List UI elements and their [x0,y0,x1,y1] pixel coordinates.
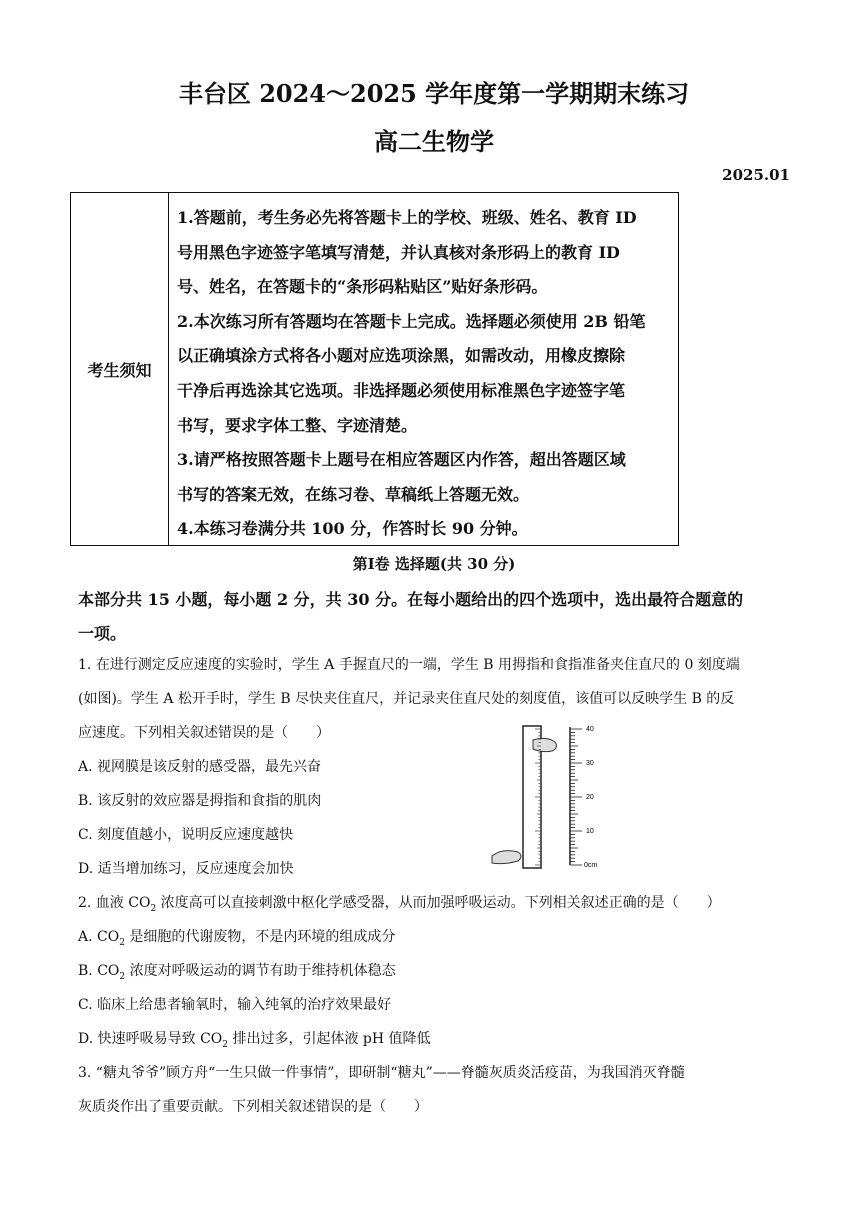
q2b-text: 浓度对呼吸运动的调节有助于维持机体稳态 [125,963,396,979]
hand-b-icon [492,851,521,864]
ruler-figure [488,722,608,874]
notice-line: 干净后再选涂其它选项。非选择题必须使用标准黑色字迹签字笔 [177,380,626,400]
question-line: 应速度。下列相关叙述错误的是（ ） [78,725,330,741]
ruler-label-20: 20 [586,794,594,801]
ruler-label-30: 30 [586,760,594,767]
q2-subscript: 2 [150,903,157,914]
exam-date: 2025.01 [722,166,790,184]
notice-line: 号、姓名，在答题卡的“条形码粘贴区”贴好条形码。 [177,277,548,297]
ruler-label-0: 0cm [584,862,598,869]
q2a-subscript: 2 [119,937,125,948]
page-title: 丰台区 2024～2025 学年度第一学期期末练习 [178,79,690,108]
notice-label: 考生须知 [71,193,169,545]
hand-a-icon [533,738,556,751]
notice-line: 4.本练习卷满分共 100 分，作答时长 90 分钟。 [177,519,528,539]
section-intro [78,583,793,651]
section-intro-line: 本部分共 15 小题，每小题 2 分，共 30 分。在每小题给出的四个选项中，选出最符合题意的 [78,590,744,609]
ruler-label-40: 40 [586,726,594,733]
question-3-stem [78,1056,793,1124]
q2d-text: D. 快速呼吸易导致 CO [78,1031,223,1047]
notice-box [70,192,679,546]
q2b-text: B. CO [78,963,120,979]
notice-line: 书写的答案无效，在练习卷、草稿纸上答题无效。 [177,484,530,504]
q2d-text: 排出过多，引起体液 pH 值降低 [228,1031,431,1047]
section-title: 第Ⅰ卷 选择题(共 30 分) [352,555,516,573]
notice-line: 以正确填涂方式将各小题对应选项涂黑，如需改动，用橡皮擦除 [177,346,626,366]
question-line: (如图)。学生 A 松开手时，学生 B 尽快夹住直尺，并记录夹住直尺处的刻度值，该值可以反映学生 B 的反 [78,691,735,707]
ruler-label-10: 10 [586,828,594,835]
notice-line: 号用黑色字迹签字笔填写清楚，并认真核对条形码上的教育 ID [177,242,620,262]
page-subtitle: 高二生物学 [374,127,494,156]
notice-body [177,201,673,547]
q1-option-d: D. 适当增加练习，反应速度会加快 [78,861,294,877]
q2-text: 浓度高可以直接刺激中枢化学感受器，从而加强呼吸运动。下列相关叙述正确的是（ ） [156,895,721,911]
q1-option-a: A. 视网膜是该反射的感受器，最先兴奋 [78,759,322,775]
q2-text: 2. 血液 CO [78,895,151,911]
q1-option-b: B. 该反射的效应器是拇指和食指的肌肉 [78,793,322,809]
question-1-stem [78,648,793,750]
question-line: 灰质炎作出了重要贡献。下列相关叙述错误的是（ ） [78,1099,428,1115]
scale-ruler-ticks [570,729,582,865]
q2a-text: A. CO [78,929,120,945]
q2d-subscript: 2 [222,1039,228,1050]
q2a-text: 是细胞的代谢废物，不是内环境的组成成分 [124,929,396,945]
notice-line: 2.本次练习所有答题均在答题卡上完成。选择题必须使用 2B 铅笔 [177,311,646,331]
q1-option-c: C. 刻度值越小，说明反应速度越快 [78,827,294,843]
ruler-illustration [488,722,608,874]
notice-line: 书写，要求字体工整、字迹清楚。 [177,415,418,435]
section-intro-line: 一项。 [78,624,127,643]
q2b-subscript: 2 [119,971,126,982]
question-line: 3. “糖丸爷爷”顾方舟“一生只做一件事情”，即研制“糖丸”——脊髓灰质炎活疫苗，为我国消灭脊髓 [78,1065,685,1081]
notice-line: 1.答题前，考生务必先将答题卡上的学校、班级、姓名、教育 ID [177,208,637,227]
q2-option-c: C. 临床上给患者输氧时，输入纯氧的治疗效果最好 [78,997,392,1013]
notice-line: 3.请严格按照答题卡上题号在相应答题区内作答，超出答题区域 [177,450,626,470]
question-line: 1. 在进行测定反应速度的实验时，学生 A 手握直尺的一端，学生 B 用拇指和食指准备夹住直尺的 0 刻度端 [78,657,740,673]
